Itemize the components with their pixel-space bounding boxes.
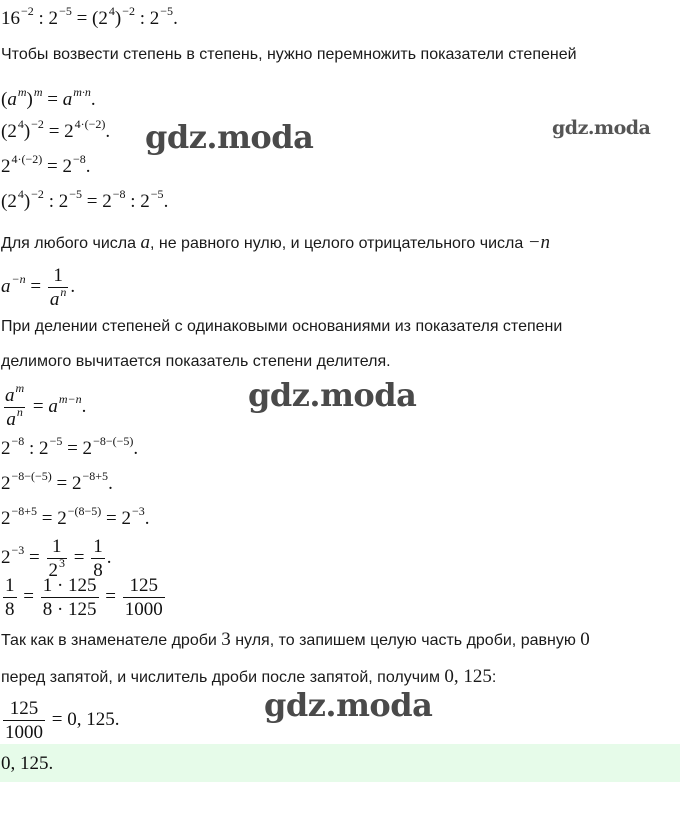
math-line-8: $2^{-8}$ : $2^{-5} = 2^{-8-(-5)}$. — [1, 434, 139, 459]
text-division-rule-2: делимого вычитается показатель степени делителя. — [1, 353, 391, 370]
watermark-logo: gdz.moda — [145, 118, 314, 156]
text-decimal-explanation-1: Так как в знаменателе дроби 3 нуля, то запишем целую часть дроби, равную 0 — [1, 629, 590, 650]
answer-value: 0, 125. — [1, 753, 54, 774]
answer-box — [0, 744, 680, 782]
math-line-11: $2^{-3}$ = $\frac{1}{2^3}$ = $\frac{1}{8}$ . — [1, 536, 112, 581]
math-line-7: $\frac{a^m}{a^n}$ = $a^{m-n}$. — [5, 381, 87, 430]
watermark-logo-small: gdz.moda — [552, 117, 651, 139]
math-line-9: $2^{-8-(-5)} = 2^{-8+5}$. — [1, 469, 113, 494]
math-line-5: $(2^4)^{-2}$ : $2^{-5} = 2^{-8}$ : $2^{-5}$. — [1, 187, 169, 212]
math-line-13: $\frac{125}{1000}$ = 0, 125. — [5, 698, 120, 743]
math-line-1: $16^{-2}$ : $2^{-5} = (2^4)^{-2}$ : $2^{-5}$. — [1, 4, 178, 29]
math-line-2: $(a^m)^m = a^{m\cdot n}$. — [1, 85, 96, 110]
watermark-logo: gdz.moda — [264, 686, 433, 724]
text-negative-exponent: Для любого числа a, не равного нулю, и целого отрицательного числа −n — [1, 232, 551, 253]
text-power-rule: Чтобы возвести степень в степень, нужно перемножить показатели степеней — [1, 46, 577, 63]
math-line-3: $(2^4)^{-2} = 2^{4\cdot(-2)}$. — [1, 117, 111, 142]
text-decimal-explanation-2: перед запятой, и числитель дроби после запятой, получим 0, 125: — [1, 666, 497, 687]
math-line-10: $2^{-8+5} = 2^{-(8-5)} = 2^{-3}$. — [1, 504, 150, 529]
math-line-6: $a^{-n}$ = $\frac{1}{a^n}$ . — [1, 265, 76, 310]
math-line-12: $\frac{1}{8}$ = $\frac{1 \cdot 125}{8 \cdot 125}$ = $\frac{125}{1000}$ — [5, 575, 163, 620]
text-division-rule-1: При делении степеней с одинаковыми основаниями из показателя степени — [1, 318, 563, 335]
math-line-4: $2^{4\cdot(-2)} = 2^{-8}$. — [1, 152, 91, 177]
watermark-logo: gdz.moda — [248, 376, 417, 414]
